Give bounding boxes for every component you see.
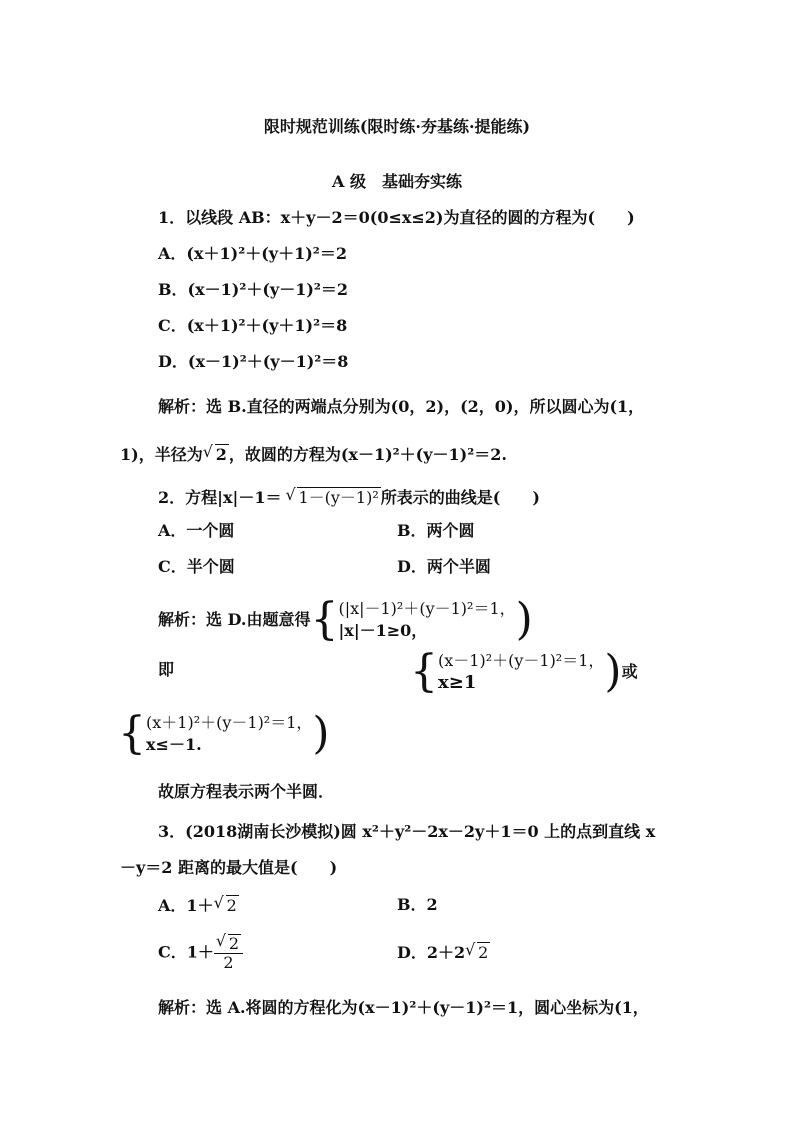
- q2-option-c: C．半个圆: [158, 557, 235, 576]
- sys1-eq1: (|x|－1)²＋(y－1)²＝1，: [338, 599, 516, 618]
- system-1: [338, 598, 515, 642]
- q1-option-d: D．(x－1)²＋(y－1)²＝8: [158, 352, 349, 371]
- q2-sol-text: 解析：选 D.由题意得: [158, 610, 311, 629]
- sys2-eq2: x≥1: [438, 672, 477, 693]
- q3-d-pre: D．2＋2: [397, 943, 466, 962]
- sqrt-radical: √ 2: [477, 942, 490, 963]
- q2-system-2: [410, 646, 638, 697]
- q3-option-d: [397, 942, 490, 963]
- sys3-eq2: x≤－1.: [146, 735, 202, 754]
- q1-sol-text-b: ，故圆的方程为(x－1)²＋(y－1)²＝2.: [228, 445, 507, 464]
- q2-stem-radical: √ 1－(y－1)²: [297, 487, 380, 508]
- q3-option-c: [158, 930, 243, 975]
- q1-option-c: C．(x＋1)²＋(y＋1)²＝8: [158, 316, 348, 335]
- right-paren: ): [604, 646, 622, 697]
- left-brace: {: [310, 594, 339, 645]
- q1-sol-text-a: 1)，半径为: [120, 445, 203, 464]
- right-paren: ): [515, 594, 533, 645]
- sys3-eq1: (x＋1)²＋(y－1)²＝1，: [146, 713, 313, 732]
- sqrt-radical: √ 2: [228, 934, 241, 953]
- q2-option-d: D．两个半圆: [397, 557, 491, 576]
- q1-stem: 1．以线段 AB：x＋y－2＝0(0≤x≤2)为直径的圆的方程为( ): [158, 208, 635, 227]
- page-title: 限时规范训练(限时练·夯基练·提能练): [263, 117, 531, 136]
- q1-solution-line1: 解析：选 B.直径的两端点分别为(0，2)，(2，0)，所以圆心为(1，: [158, 397, 645, 416]
- q1-option-a: A．(x＋1)²＋(y＋1)²＝2: [158, 244, 347, 263]
- right-paren: ): [312, 708, 330, 759]
- section-level: A 级 基础夯实练: [332, 172, 462, 191]
- q2-solution-line1: [158, 594, 533, 645]
- sqrt-radical: √ 2: [215, 444, 229, 465]
- left-brace: {: [118, 708, 146, 759]
- q2-stem: [158, 487, 540, 508]
- q1-option-b: B．(x－1)²＋(y－1)²＝2: [158, 280, 349, 299]
- q2-option-b: B．两个圆: [397, 521, 475, 540]
- q3-option-a: [158, 895, 239, 916]
- system-3: [146, 712, 312, 756]
- q2-stem-b: 所表示的曲线是( ): [380, 488, 540, 507]
- q3-a-pre: A．1＋: [158, 896, 214, 915]
- sys1-eq2: |x|－1≥0，: [338, 621, 428, 640]
- system-2: [438, 650, 604, 694]
- sqrt-radical: √ 2: [226, 895, 239, 916]
- fraction: [214, 934, 243, 972]
- q2-option-a: A．一个圆: [158, 521, 235, 540]
- q3-c-pre: C．1＋: [158, 942, 214, 962]
- q3-stem-line2: －y＝2 距离的最大值是( ): [120, 858, 338, 877]
- q2-huo: 或: [621, 662, 638, 681]
- q3-solution: 解析：选 A.将圆的方程化为(x－1)²＋(y－1)²＝1，圆心坐标为(1，: [158, 998, 649, 1017]
- q2-ji: 即: [158, 660, 175, 679]
- fraction-denominator: 2: [223, 952, 234, 972]
- q3-option-b: B．2: [397, 895, 438, 914]
- fraction-numerator: [214, 934, 243, 954]
- q3-stem-line1: 3．(2018湖南长沙模拟)圆 x²＋y²－2x－2y＋1＝0 上的点到直线 x: [158, 822, 656, 841]
- q2-system-3: [118, 708, 330, 759]
- left-brace: {: [410, 646, 438, 697]
- q2-stem-a: 2．方程|x|－1＝: [158, 488, 282, 507]
- sys2-eq1: (x－1)²＋(y－1)²＝1，: [438, 651, 605, 670]
- q2-conclusion: 故原方程表示两个半圆．: [158, 782, 335, 801]
- q1-solution-line2: [120, 444, 507, 465]
